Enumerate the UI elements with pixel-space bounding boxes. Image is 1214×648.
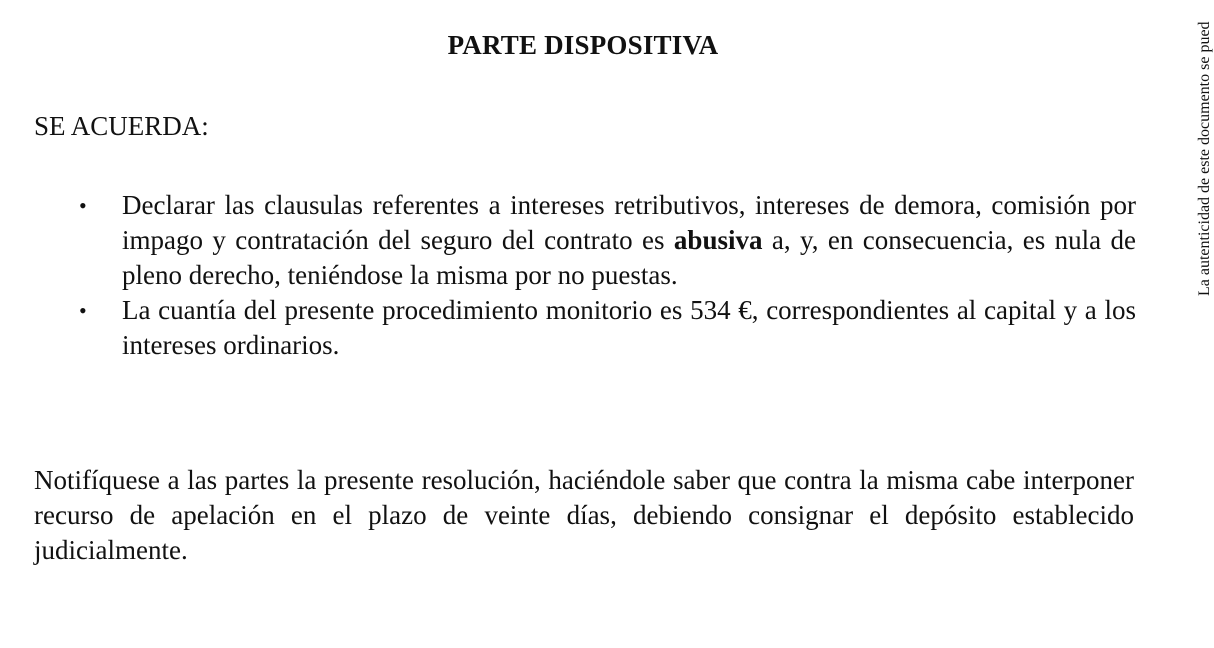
bullet-icon: • xyxy=(79,193,87,218)
list-item xyxy=(34,293,1136,363)
agreement-heading: SE ACUERDA: xyxy=(34,111,209,141)
clause-text-start: Declarar las clausulas referentes a intereses retributivos, intereses de demora, comisión por impago y contratación del seguro del contrato es xyxy=(122,190,1136,255)
bullet-icon: • xyxy=(79,298,87,323)
authenticity-note-text: La autenticidad de este documento se pued xyxy=(1196,21,1213,296)
clause-text-end: a, y, en consecuencia, es nula de pleno derecho, teniéndose la misma por no puestas. xyxy=(122,225,1137,290)
list-item xyxy=(34,188,1136,293)
agreement-list xyxy=(34,188,1136,363)
clause-bold-text: abusiva xyxy=(673,225,763,255)
authenticity-note xyxy=(1176,0,1213,300)
amount-text: La cuantía del presente procedimiento monitorio es 534 €, correspondientes al capital y a los intereses ordinarios. xyxy=(122,295,1136,360)
document-title: PARTE DISPOSITIVA xyxy=(447,30,719,60)
notification-paragraph: Notifíquese a las partes la presente resolución, haciéndole saber que contra la misma cabe interponer recurso de apelación en el plazo de veinte días, debiendo consignar el depósito establecido judicialmente. xyxy=(34,465,1134,565)
